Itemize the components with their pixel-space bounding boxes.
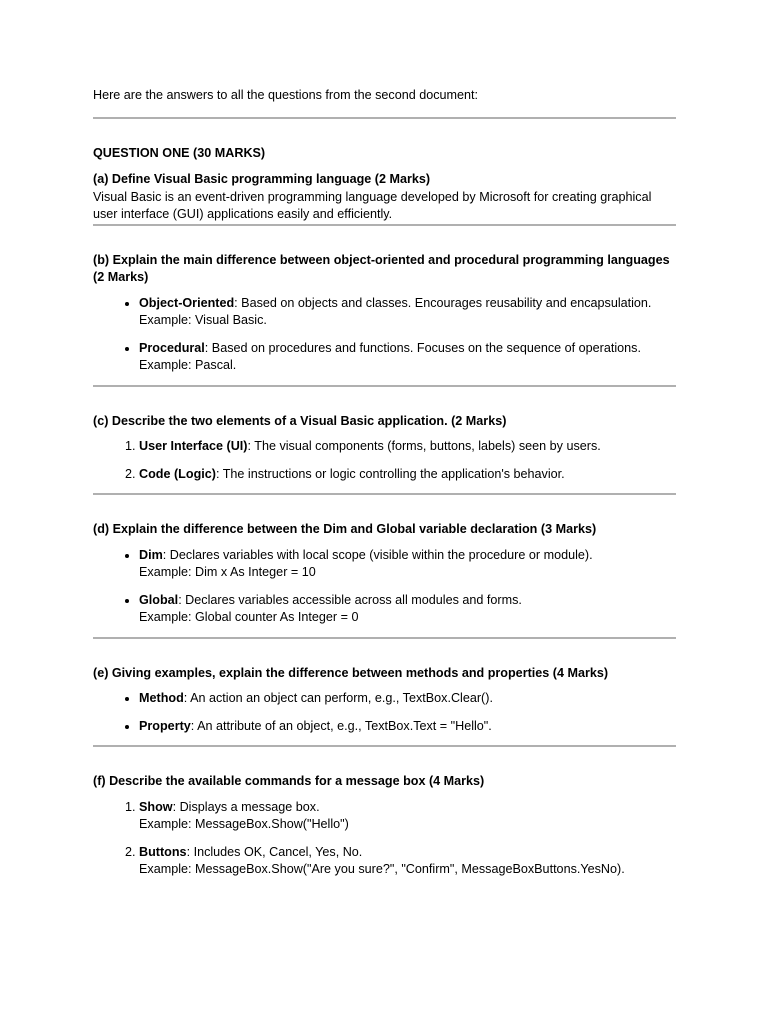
divider: [93, 224, 676, 226]
list-item: [139, 592, 676, 627]
question-title: (d) Explain the difference between the Dim and Global variable declaration (3 Marks): [93, 522, 597, 536]
item-term: User Interface (UI): [139, 439, 248, 453]
bullet-list: [93, 295, 676, 375]
list-item: [139, 340, 676, 375]
item-text: : An action an object can perform, e.g., TextBox.Clear().: [183, 691, 493, 705]
item-term: Dim: [139, 547, 163, 562]
item-text: : The instructions or logic controlling the application's behavior.: [215, 466, 565, 481]
item-term: Procedural: [139, 340, 205, 355]
item-example: Example: Dim x As Integer = 10: [139, 565, 316, 579]
question-title: (c) Describe the two elements of a Visual Basic application. (2 Marks): [93, 413, 507, 428]
item-term: Property: [139, 718, 191, 733]
item-text: : The visual components (forms, buttons, labels) seen by users.: [247, 439, 601, 453]
main-heading: QUESTION ONE (30 MARKS): [93, 145, 266, 160]
item-example: Example: Global counter As Integer = 0: [139, 610, 359, 624]
list-item: [139, 547, 676, 582]
question-title: (f) Describe the available commands for a message box (4 Marks): [93, 774, 485, 788]
numbered-list: [93, 438, 676, 483]
list-item: [139, 690, 676, 708]
section-b: [93, 252, 676, 375]
item-example: Example: MessageBox.Show("Are you sure?", "Confirm", MessageBoxButtons.YesNo).: [139, 862, 625, 876]
document-content: [93, 87, 676, 889]
item-text: : An attribute of an object, e.g., TextBox.Text = "Hello".: [190, 718, 492, 733]
item-term: Code (Logic): [139, 466, 216, 481]
item-text: : Declares variables accessible across all modules and forms.: [178, 592, 522, 607]
list-item: [139, 295, 676, 330]
item-term: Method: [139, 691, 184, 705]
item-term: Global: [139, 592, 179, 607]
item-term: Show: [139, 799, 173, 814]
section-e: [93, 665, 676, 736]
question-title: (e) Giving examples, explain the difference between methods and properties (4 Marks): [93, 665, 609, 680]
item-text: : Displays a message box.: [172, 799, 320, 814]
list-item: [139, 718, 676, 736]
list-item: [139, 799, 676, 834]
answer-text: Visual Basic is an event-driven programming language developed by Microsoft for creating graphical user interface (GUI) applications easily and efficiently.: [93, 189, 652, 221]
section-c: [93, 413, 676, 484]
intro-text: Here are the answers to all the questions from the second document:: [93, 88, 479, 102]
bullet-list: [93, 690, 676, 735]
question-title: (b) Explain the main difference between object-oriented and procedural programming languages (2 Marks): [93, 252, 670, 284]
list-item: [139, 844, 676, 879]
item-text: : Declares variables with local scope (visible within the procedure or module).: [162, 547, 593, 562]
divider: [93, 637, 676, 639]
item-example: Example: MessageBox.Show("Hello"): [139, 817, 349, 831]
divider: [93, 745, 676, 747]
question-title: (a) Define Visual Basic programming language (2 Marks): [93, 172, 431, 186]
divider: [93, 493, 676, 495]
list-item: [139, 438, 676, 456]
item-term: Buttons: [139, 844, 187, 859]
section-a: [93, 171, 676, 224]
section-f: [93, 773, 676, 879]
item-term: Object-Oriented: [139, 295, 235, 310]
divider: [93, 117, 676, 119]
divider: [93, 385, 676, 387]
item-text: : Based on procedures and functions. Focuses on the sequence of operations.: [204, 340, 641, 355]
item-text: : Includes OK, Cancel, Yes, No.: [186, 844, 363, 859]
item-example: Example: Visual Basic.: [139, 313, 267, 327]
numbered-list: [93, 799, 676, 879]
section-d: [93, 521, 676, 627]
item-example: Example: Pascal.: [139, 358, 237, 372]
bullet-list: [93, 547, 676, 627]
list-item: [139, 466, 676, 484]
item-text: : Based on objects and classes. Encourages reusability and encapsulation.: [234, 295, 652, 310]
